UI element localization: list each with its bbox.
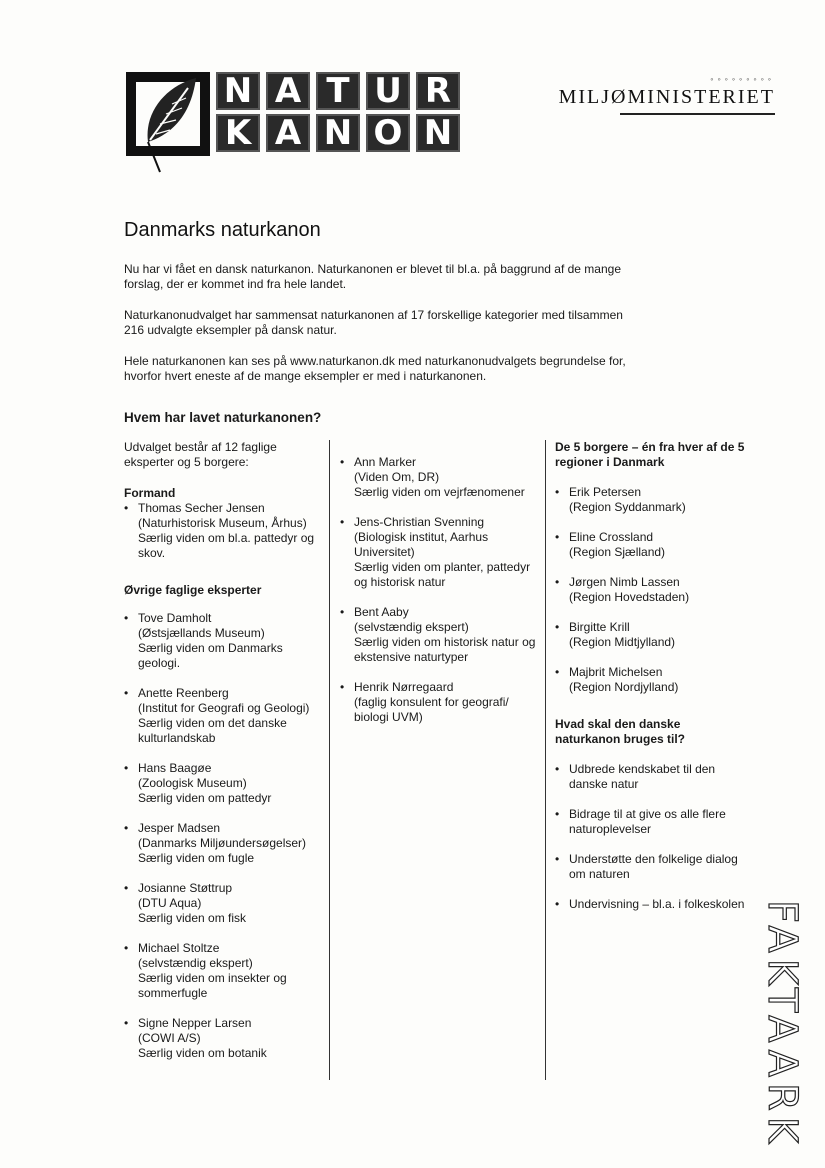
column-experts-continued: [340, 440, 540, 725]
citizen-region: (Region Nordjylland): [569, 680, 679, 694]
list-item: [555, 665, 755, 695]
faktaark-label: [752, 900, 812, 1150]
member-name: • Ann Marker: [354, 455, 417, 469]
ministry-name: MILJØMINISTERIET: [558, 86, 775, 108]
member-name: • Jesper Madsen: [138, 821, 221, 835]
column-divider: [329, 440, 330, 1080]
column-experts: [124, 440, 319, 1061]
logo-tiles: [216, 72, 460, 156]
use-heading: Hvad skal den danske naturkanon bruges til?: [555, 717, 686, 746]
member-name: • Signe Nepper Larsen: [138, 1016, 252, 1030]
citizen-region: (Region Hovedstaden): [569, 590, 690, 604]
member-note: Særlig viden om fugle: [138, 851, 255, 865]
use-list: [555, 762, 755, 912]
list-item: [340, 515, 540, 590]
faktaark-text: FAKTAARK: [759, 900, 805, 1150]
member-note: Særlig viden om historisk natur og ekstensive naturtyper: [354, 635, 536, 664]
member-name: • Henrik Nørregaard: [354, 680, 454, 694]
member-name: • Thomas Secher Jensen: [138, 501, 265, 515]
experts-list: [340, 455, 540, 725]
member-org: (Viden Om, DR): [354, 470, 440, 484]
logo-letter: U: [366, 72, 410, 110]
citizen-region: (Region Sjælland): [569, 545, 666, 559]
citizen-name: • Birgitte Krill: [569, 620, 630, 634]
section-heading: Hvem har lavet naturkanonen?: [124, 410, 322, 425]
list-item: [124, 611, 319, 671]
member-note: Særlig viden om vejrfænomener: [354, 485, 525, 499]
member-note: Særlig viden om Danmarks geologi.: [138, 641, 283, 670]
logo-letter: O: [366, 114, 410, 152]
list-item: [124, 1016, 319, 1061]
leaf-emblem: [126, 72, 210, 156]
member-org: (faglig konsulent for geografi/ biologi UVM): [354, 695, 509, 724]
member-org: (selvstændig ekspert): [354, 620, 469, 634]
list-item: • Udbrede kendskabet til den danske natur: [555, 762, 755, 792]
citizen-region: (Region Syddanmark): [569, 500, 686, 514]
intro-paragraph: Nu har vi fået en dansk naturkanon. Naturkanonen er blevet til bl.a. på baggrund af de mange forslag, der er kommet ind fra hele landet.: [124, 262, 621, 291]
logo-letter: N: [416, 114, 460, 152]
citizen-name: • Erik Petersen: [569, 485, 642, 499]
citizen-region: (Region Midtjylland): [569, 635, 676, 649]
member-org: (selvstændig ekspert): [138, 956, 253, 970]
list-item: • Undervisning – bl.a. i folkeskolen: [555, 897, 755, 912]
member-note: Særlig viden om insekter og sommerfugle: [138, 971, 287, 1000]
page-title: Danmarks naturkanon: [124, 219, 321, 241]
list-item: [124, 501, 319, 561]
list-item: • Bidrage til at give os alle flere naturoplevelser: [555, 807, 755, 837]
intro-paragraph: Hele naturkanonen kan ses på www.naturkanon.dk med naturkanonudvalgets begrundelse for, hvorfor hvert eneste af de mange eksempler er med i naturkanonen.: [124, 354, 626, 383]
member-name: • Hans Baagøe: [138, 761, 212, 775]
member-name: • Tove Damholt: [138, 611, 212, 625]
intro-text: [124, 262, 634, 400]
logo-letter: R: [416, 72, 460, 110]
chair-list: [124, 501, 319, 561]
list-item: [124, 881, 319, 926]
logo-letter: T: [316, 72, 360, 110]
column-citizens: [555, 440, 755, 912]
member-org: (Østsjællands Museum): [138, 626, 265, 640]
list-item: • Understøtte den folkelige dialog om naturen: [555, 852, 755, 882]
member-org: (Zoologisk Museum): [138, 776, 247, 790]
list-item: [555, 485, 755, 515]
member-name: • Jens-Christian Svenning: [354, 515, 485, 529]
member-name: • Michael Stoltze: [138, 941, 220, 955]
list-item: [124, 941, 319, 1001]
list-item: [555, 575, 755, 605]
logo-letter: K: [216, 114, 260, 152]
leaf-icon: [126, 72, 210, 176]
ministry-rule: [620, 113, 775, 115]
citizens-heading: De 5 borgere – én fra hver af de 5 regioner i Danmark: [555, 440, 745, 469]
member-note: Særlig viden om pattedyr: [138, 791, 272, 805]
member-note: Særlig viden om planter, pattedyr og historisk natur: [354, 560, 531, 589]
ministry-dots: ◦◦◦◦◦◦◦◦◦: [710, 74, 775, 84]
member-note: Særlig viden om fisk: [138, 911, 247, 925]
list-item: [555, 620, 755, 650]
ministry-logo: [559, 74, 775, 115]
naturkanon-logo: [126, 71, 453, 176]
logo-letter: N: [316, 114, 360, 152]
member-org: (Institut for Geografi og Geologi): [138, 701, 310, 715]
list-item: [124, 761, 319, 806]
chair-heading: Formand: [124, 486, 176, 500]
citizen-name: • Majbrit Michelsen: [569, 665, 663, 679]
member-note: Særlig viden om det danske kulturlandskab: [138, 716, 287, 745]
logo-letter: A: [266, 114, 310, 152]
list-item: [124, 686, 319, 746]
member-org: (Biologisk institut, Aarhus Universitet): [354, 530, 489, 559]
member-name: • Josianne Støttrup: [138, 881, 233, 895]
experts-heading: Øvrige faglige eksperter: [124, 583, 262, 597]
list-item: [555, 530, 755, 560]
committee-intro: Udvalget består af 12 faglige eksperter og 5 borgere:: [124, 440, 277, 469]
citizen-name: • Jørgen Nimb Lassen: [569, 575, 680, 589]
list-item: [340, 680, 540, 725]
intro-paragraph: Naturkanonudvalget har sammensat naturkanonen af 17 forskellige kategorier med tilsammen 216 udvalgte eksempler på dansk natur.: [124, 308, 623, 337]
member-name: • Anette Reenberg: [138, 686, 229, 700]
logo-letter: N: [216, 72, 260, 110]
member-org: (COWI A/S): [138, 1031, 201, 1045]
member-org: (Naturhistorisk Museum, Århus): [138, 516, 307, 530]
list-item: [340, 455, 540, 500]
member-org: (DTU Aqua): [138, 896, 202, 910]
list-item: [340, 605, 540, 665]
member-note: Særlig viden om botanik: [138, 1046, 267, 1060]
citizens-list: [555, 485, 755, 695]
logo-row-kanon: [216, 114, 460, 152]
column-divider: [545, 440, 546, 1080]
logo-letter: A: [266, 72, 310, 110]
list-item: [124, 821, 319, 866]
logo-row-natur: [216, 72, 460, 110]
member-note: Særlig viden om bl.a. pattedyr og skov.: [138, 531, 315, 560]
citizen-name: • Eline Crossland: [569, 530, 654, 544]
experts-list: [124, 611, 319, 1061]
member-name: • Bent Aaby: [354, 605, 409, 619]
member-org: (Danmarks Miljøundersøgelser): [138, 836, 307, 850]
